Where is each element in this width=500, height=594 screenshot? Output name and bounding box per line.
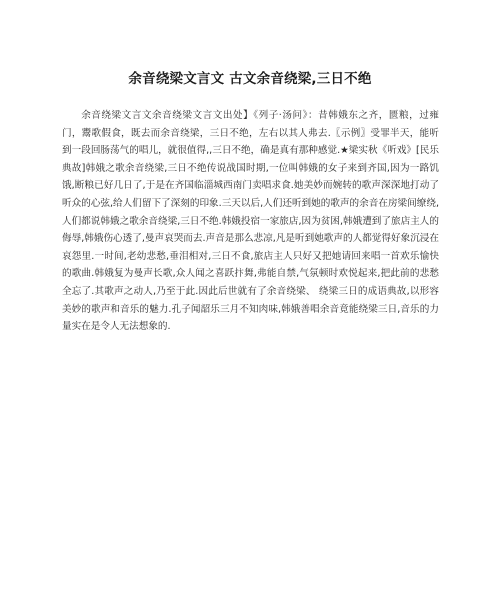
document-title: 余音绕梁文言文 古文余音绕梁,三日不绝 bbox=[128, 71, 372, 87]
document-body-paragraph: 余音绕梁文言文余音绕梁文言文出处】《列子·汤问》：昔韩娥东之齐，匮粮，过雍门，鬻歌假食，既去而余音绕梁，三日不绝，左右以其人弗去.〖示例〗受罪半天，能听到一段回肠荡气的唱儿，就很值得,,三日不绝，确是真有那种感觉.★梁实秋《听戏》[民乐典故]韩娥之歌余音绕梁,三日不绝传说战国时期,一位叫韩娥的女子来到齐国,因为一路饥饿,断粮已好几日了,于是在齐国临淄城西南门卖唱求食.她美妙而婉转的歌声深深地打动了听众的心弦,给人们留下了深刻的印象.三天以后,人们还听到她的歌声的余音在房梁间缭绕,人们都说韩娥之歌余音绕梁,三日不绝.韩娥投宿一家旅店,因为贫困,韩娥遭到了旅店主人的侮辱,韩娥伤心透了,曼声哀哭而去.声音是那么悲凉,凡是听到她歌声的人都觉得好象沉浸在哀怨里.一时间,老幼悲愁,垂泪相对,三日不食,旅店主人只好又把她请回来唱一首欢乐愉快的歌曲.韩娥复为曼声长歌,众人闻之喜跃抃舞,弗能自禁,气氛顿时欢悦起来,把此前的悲愁全忘了.其歌声之动人,乃至于此.因此后世就有了余音绕梁、 绕梁三日的成语典故,以形容美妙的歌声和音乐的魅力.孔子闻韶乐三月不知肉味,韩娥善唱余音竟能绕梁三日,音乐的力量实在是令人无法想象的. bbox=[62, 110, 439, 333]
